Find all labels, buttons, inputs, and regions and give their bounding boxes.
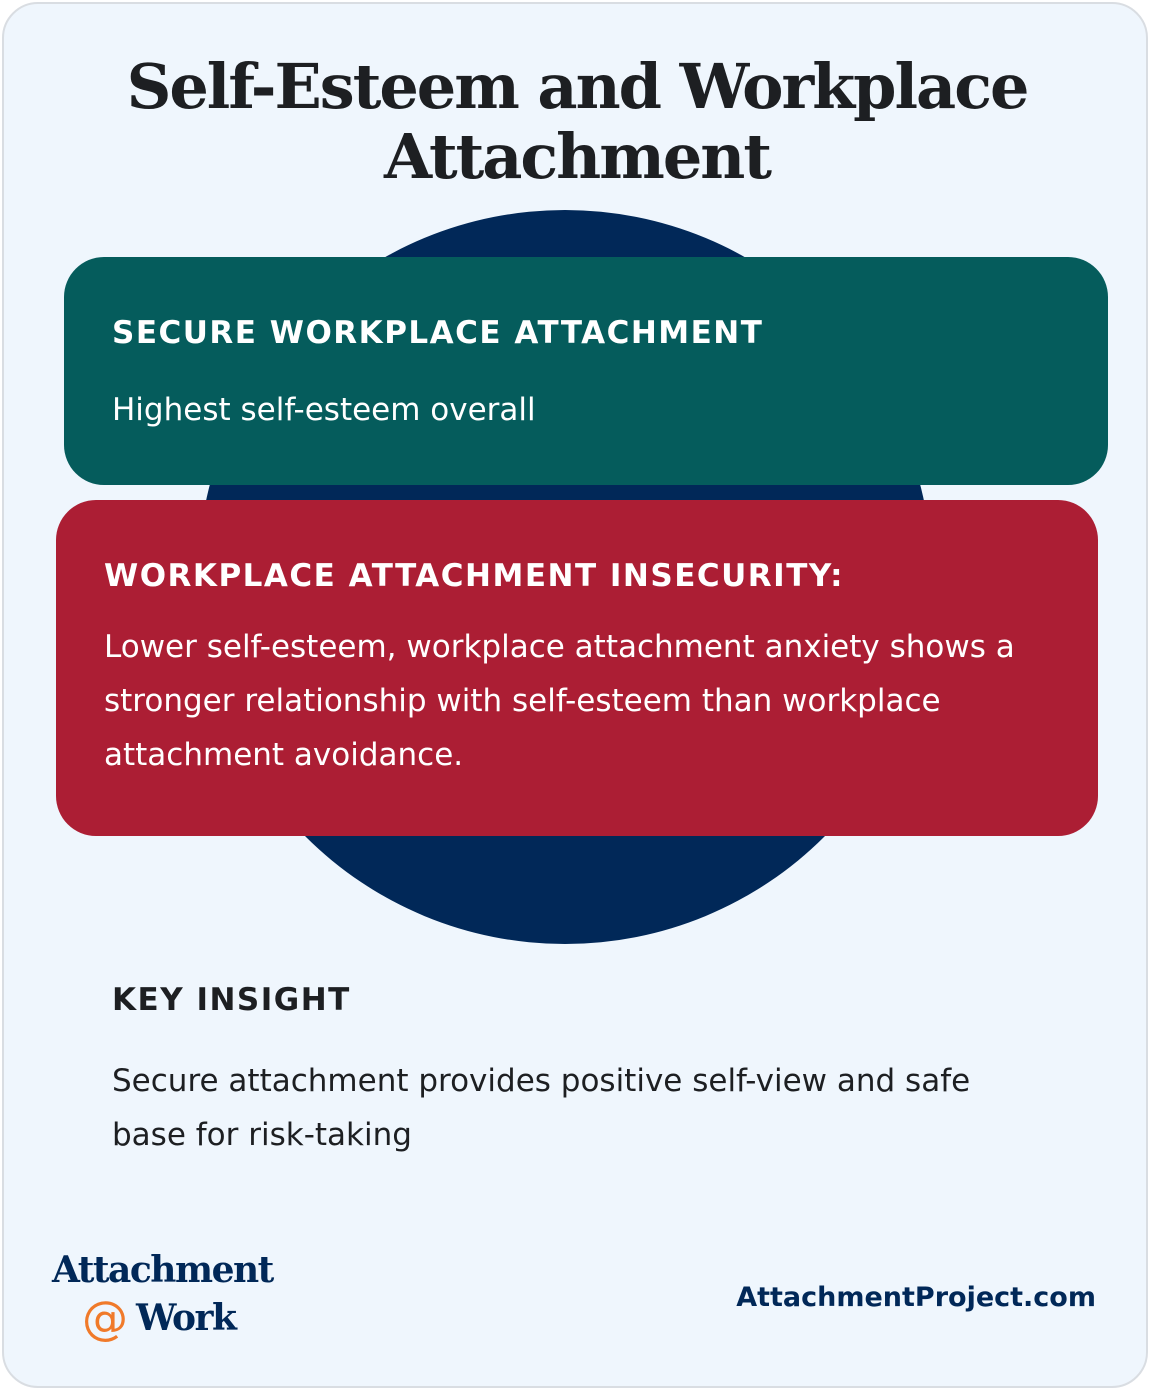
key-insight-section	[112, 980, 1032, 1162]
attachment-insecurity-text: Lower self-esteem, workplace attachment anxiety shows a stronger relationship with self-esteem than workplace attachment avoidance.	[104, 629, 1015, 773]
secure-attachment-text: Highest self-esteem overall	[112, 392, 536, 428]
website-link[interactable]: AttachmentProject.com	[736, 1282, 1096, 1313]
attachment-insecurity-heading: WORKPLACE ATTACHMENT INSECURITY:	[104, 558, 845, 594]
page-title: Self-Esteem and Workplace Attachment	[126, 50, 1028, 193]
secure-attachment-heading: SECURE WORKPLACE ATTACHMENT	[112, 315, 764, 351]
infographic-card	[2, 2, 1148, 1388]
attachment-insecurity-panel	[56, 500, 1098, 836]
logo-line-2: Work	[136, 1297, 236, 1339]
logo-line-1: Attachment	[52, 1249, 273, 1291]
key-insight-text: Secure attachment provides positive self-view and safe base for risk-taking	[112, 1063, 971, 1153]
at-sign-icon: @	[82, 1291, 128, 1345]
secure-attachment-panel	[64, 257, 1108, 485]
attachment-at-work-logo	[52, 1248, 292, 1348]
key-insight-heading: KEY INSIGHT	[112, 982, 351, 1018]
